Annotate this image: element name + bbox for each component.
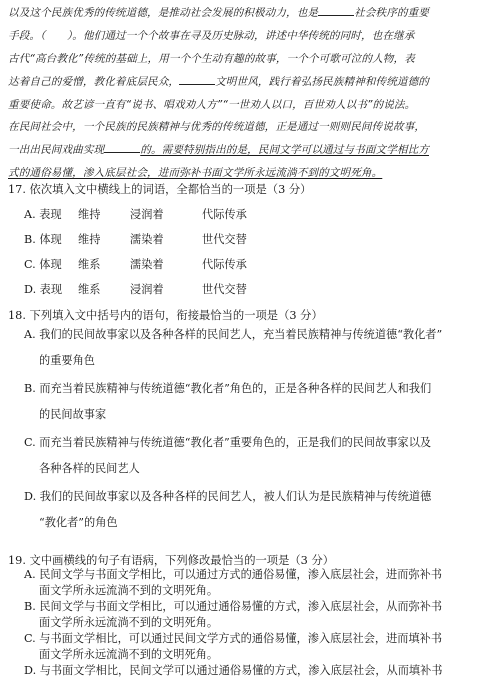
option-line: 面文学所永远流淌不到的文明死角。 bbox=[39, 584, 219, 597]
option-label: D. bbox=[24, 490, 37, 503]
question-17-option-c[interactable] bbox=[24, 256, 278, 272]
option-word: 濡染着 bbox=[130, 258, 164, 271]
question-19-title: 19. 文中画横线的句子有语病，下列修改最恰当的一项是（3 分） bbox=[8, 554, 335, 567]
option-text: 与书面文学相比，民间文学可以通过通俗易懂的方式，渗入底层社会，从而填补书 bbox=[39, 664, 443, 677]
passage-text: 社会秩序的重要 bbox=[354, 7, 429, 19]
passage-line: 古代“高台教化”传统的基础上，用一个个生动有趣的故事，一个个可歌可泣的人物，表 bbox=[8, 52, 415, 65]
option-text: 而充当着民族精神与传统道德“教化者”重要角色的，正是我们的民间故事家以及 bbox=[39, 436, 432, 449]
option-label: B. bbox=[24, 600, 36, 613]
option-text: 民间文学与书面文学相比，可以通过通俗易懂的方式，渗入底层社会，从而弥补书 bbox=[39, 600, 443, 613]
option-label: A. bbox=[24, 328, 36, 341]
underlined-sentence: 式的通俗易懂，渗入底层社会，进而弥补书面文学所永远流淌不到的文明死角。 bbox=[8, 167, 383, 180]
option-line bbox=[24, 484, 486, 510]
question-17-title: 17. 依次填入文中横线上的词语，全都恰当的一项是（3 分） bbox=[8, 183, 312, 196]
question-18-title: 18. 下列填入文中括号内的语句，衔接最恰当的一项是（3 分） bbox=[8, 309, 323, 322]
option-label: C. 体现 bbox=[24, 258, 62, 271]
option-word: 世代交替 bbox=[202, 233, 247, 246]
passage-line bbox=[8, 71, 490, 94]
passage-line: 手段。（ ）。他们通过一个个故事在寻及历史脉动，讲述中华传统的同时，也在继承 bbox=[8, 29, 415, 42]
option-line bbox=[24, 599, 486, 615]
option-text: 我们的民间故事家以及各种各样的民间艺人，充当着民族精神与传统道德“教化者” bbox=[39, 328, 443, 341]
option-word: 维持 bbox=[78, 233, 101, 246]
option-text: 我们的民间故事家以及各种各样的民间艺人，被人们认为是民族精神与传统道德 bbox=[39, 490, 432, 503]
option-line: 面文学所永远流淌不到的文明死角。 bbox=[39, 616, 219, 629]
option-line bbox=[24, 322, 486, 348]
option-line: 各种各样的民间艺人 bbox=[39, 462, 140, 475]
question-18-option-d[interactable] bbox=[24, 484, 486, 536]
option-word: 代际传承 bbox=[202, 208, 247, 221]
question-18-option-c[interactable] bbox=[24, 430, 486, 482]
option-line: “教化者”的角色 bbox=[39, 516, 118, 529]
option-line bbox=[24, 631, 486, 647]
option-word: 浸润着 bbox=[130, 283, 164, 296]
option-label: B. bbox=[24, 382, 36, 395]
option-label: A. bbox=[24, 568, 36, 581]
question-17-option-b[interactable] bbox=[24, 231, 278, 247]
option-text: 民间文学与书面文学相比，可以通过方式的通俗易懂，渗入底层社会，进而弥补书 bbox=[39, 568, 442, 581]
option-line bbox=[24, 430, 486, 456]
question-19-option-c[interactable] bbox=[24, 631, 486, 663]
question-19-option-b[interactable] bbox=[24, 599, 486, 631]
option-word: 维持 bbox=[78, 208, 101, 221]
question-18-option-b[interactable] bbox=[24, 376, 486, 428]
passage-line: 在民间社会中，一个民族的民族精神与优秀的传统道德，正是通过一则则民间传说故事， bbox=[8, 121, 426, 134]
question-17-option-d[interactable] bbox=[24, 281, 278, 297]
passage-text: 以及这个民族优秀的传统道德，是推动社会发展的积极动力，也是 bbox=[8, 7, 319, 19]
passage-line bbox=[8, 2, 490, 25]
option-word: 浸润着 bbox=[130, 208, 164, 221]
option-line: 的民间故事家 bbox=[39, 408, 107, 421]
fill-blank bbox=[104, 139, 140, 153]
option-line: 面文学所永远流淌不到的文明死角。 bbox=[39, 648, 219, 661]
option-label: B. 体现 bbox=[24, 233, 62, 246]
reading-passage bbox=[8, 2, 490, 185]
option-word: 维系 bbox=[78, 258, 101, 271]
option-word: 濡染着 bbox=[130, 233, 164, 246]
option-word: 世代交替 bbox=[202, 283, 247, 296]
option-text: 而充当着民族精神与传统道德“教化者”角色的，正是各种各样的民间艺人和我们 bbox=[39, 382, 432, 395]
passage-line bbox=[8, 139, 490, 162]
question-18-option-a[interactable] bbox=[24, 322, 486, 374]
option-label: D. 表现 bbox=[24, 283, 63, 296]
option-label: C. bbox=[24, 436, 36, 449]
passage-text: 一出出民间戏曲实现 bbox=[8, 144, 105, 157]
underlined-sentence: 的。需要特别指出的是，民间文学可以通过与书面文学相比方 bbox=[140, 144, 429, 157]
option-line bbox=[24, 567, 486, 583]
option-line: 的重要角色 bbox=[39, 354, 95, 367]
option-label: A. 表现 bbox=[24, 208, 62, 221]
question-19-option-d[interactable] bbox=[24, 663, 486, 679]
option-text: 与书面文学相比，可以通过民间文学方式的通俗易懂，渗入底层社会，进而填补书 bbox=[39, 632, 443, 645]
option-word: 代际传承 bbox=[202, 258, 247, 271]
option-line bbox=[24, 663, 486, 679]
option-word: 维系 bbox=[78, 283, 101, 296]
passage-line: 重要使命。故艺谚一直有“说书、唱戏劝人方”“一世劝人以口，百世劝人以书”的说法。 bbox=[8, 98, 416, 111]
fill-blank bbox=[179, 71, 215, 85]
option-label: D. bbox=[24, 664, 37, 677]
passage-text: 文明世风，践行着弘扬民族精神和传统道德的 bbox=[215, 75, 429, 88]
option-line bbox=[24, 376, 486, 402]
fill-blank bbox=[318, 2, 354, 16]
question-17-option-a[interactable] bbox=[24, 206, 278, 222]
passage-text: 达着自己的爱憎，教化着底层民众， bbox=[8, 75, 180, 88]
option-label: C. bbox=[24, 632, 36, 645]
question-19-option-a[interactable] bbox=[24, 567, 486, 599]
